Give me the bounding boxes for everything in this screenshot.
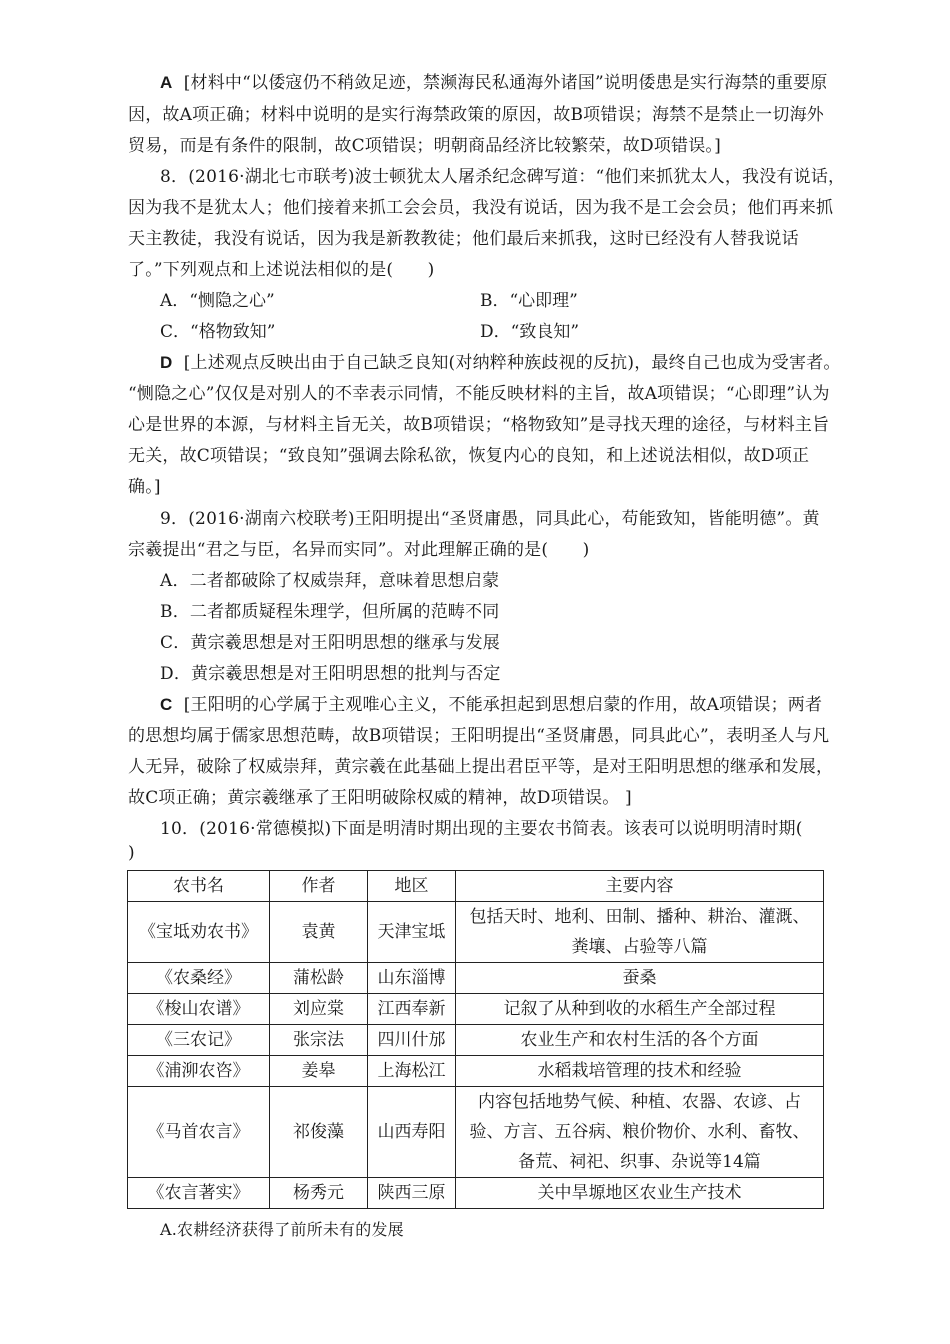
cell-author: 张宗法	[270, 1025, 368, 1056]
header-book: 农书名	[128, 871, 270, 902]
q8-answer-letter: D	[160, 353, 173, 372]
q8-option-c: C．“格物致知”	[160, 322, 276, 342]
cell-region: 山西寿阳	[368, 1087, 456, 1178]
table-header-row	[128, 871, 824, 902]
cell-author: 刘应棠	[270, 994, 368, 1025]
cell-author: 袁黄	[270, 902, 368, 963]
q8-stem-line-2: 因为我不是犹太人；他们接着来抓工会会员，我没有说话，因为我不是工会会员；他们再来抓	[128, 198, 834, 218]
content-line: 验、方言、五谷病、粮价物价、水利、畜牧、	[469, 1122, 810, 1142]
header-content: 主要内容	[456, 871, 824, 902]
q9-stem-line-1: 9．(2016·湖南六校联考)王阳明提出“圣贤庸愚，同具此心，苟能致知，皆能明德”。黄	[160, 509, 820, 529]
q9-stem-line-2: 宗羲提出“君之与臣，名异而实同”。对此理解正确的是( )	[128, 540, 590, 560]
q8-stem-line-1: 8．(2016·湖北七市联考)波士顿犹太人屠杀纪念碑写道：“他们来抓犹太人，我没有说话，	[160, 167, 846, 187]
q8-stem-line-4: 了。”下列观点和上述说法相似的是( )	[128, 260, 435, 280]
q10-stem-line-1: 10．(2016·常德模拟)下面是明清时期出现的主要农书简表。该表可以说明明清时期(	[160, 819, 803, 839]
cell-region: 山东淄博	[368, 963, 456, 994]
table-row	[128, 1056, 824, 1087]
cell-author: 杨秀元	[270, 1178, 368, 1209]
cell-region: 陕西三原	[368, 1178, 456, 1209]
cell-content: 水稻栽培管理的技术和经验	[456, 1056, 824, 1087]
cell-author: 蒲松龄	[270, 963, 368, 994]
cell-content: 蚕桑	[456, 963, 824, 994]
q8-option-d: D．“致良知”	[480, 322, 580, 342]
cell-author: 姜皋	[270, 1056, 368, 1087]
q9-answer-line-1	[160, 693, 860, 717]
q8-answer-line-4: 无关，故C项错误；“致良知”强调去除私欲，恢复内心的良知，和上述说法相似，故D项正	[128, 446, 810, 466]
q9-answer-line-3: 人无异，破除了权威崇拜，黄宗羲在此基础上提出君臣平等，是对王阳明思想的继承和发展，	[128, 757, 834, 777]
table-row	[128, 963, 824, 994]
q8-answer-text-1: [上述观点反映出由于自己缺乏良知(对纳粹种族歧视的反抗)，最终自己也成为受害者。	[183, 353, 841, 373]
cell-book: 《三农记》	[128, 1025, 270, 1056]
q9-option-d: D．黄宗羲思想是对王阳明思想的批判与否定	[160, 664, 501, 684]
header-author: 作者	[270, 871, 368, 902]
q9-option-b: B．二者都质疑程朱理学，但所属的范畴不同	[160, 602, 500, 622]
cell-book: 《农桑经》	[128, 963, 270, 994]
q9-option-a: A．二者都破除了权威崇拜，意味着思想启蒙	[160, 571, 500, 591]
table-row	[128, 1025, 824, 1056]
q8-option-a: A．“恻隐之心”	[160, 291, 275, 311]
header-region: 地区	[368, 871, 456, 902]
q10-option-a: A.农耕经济获得了前所未有的发展	[160, 1220, 404, 1239]
q7-answer-line-3: 贸易，而是有条件的限制，故C项错误；明朝商品经济比较繁荣，故D项错误。]	[128, 136, 721, 156]
cell-book: 《浦泖农咨》	[128, 1056, 270, 1087]
cell-content: 记叙了从种到收的水稻生产全部过程	[456, 994, 824, 1025]
q7-answer-line-1	[160, 71, 860, 95]
q9-option-c: C．黄宗羲思想是对王阳明思想的继承与发展	[160, 633, 501, 653]
cell-book: 《马首农言》	[128, 1087, 270, 1178]
cell-book: 《宝坻劝农书》	[128, 902, 270, 963]
cell-content: 农业生产和农村生活的各个方面	[456, 1025, 824, 1056]
content-line: 备荒、祠祀、织事、杂说等14篇	[518, 1152, 761, 1172]
content-line: 内容包括地势气候、种植、农器、农谚、占	[478, 1092, 801, 1112]
table-row	[128, 902, 824, 963]
q7-answer-text-1: [材料中“以倭寇仍不稍敛足迹，禁濒海民私通海外诸国”说明倭患是实行海禁的重要原	[183, 73, 828, 93]
cell-region: 四川什邡	[368, 1025, 456, 1056]
cell-book: 《梭山农谱》	[128, 994, 270, 1025]
cell-content	[456, 1087, 824, 1178]
q8-answer-line-3: 心是世界的本源，与材料主旨无关，故B项错误；“格物致知”是寻找天理的途径，与材料主旨	[128, 415, 830, 435]
q8-option-b: B．“心即理”	[480, 291, 578, 311]
content-line: 粪壤、占验等八篇	[571, 937, 708, 957]
q9-answer-text-1: [王阳明的心学属于主观唯心主义，不能承担起到思想启蒙的作用，故A项错误；两者	[183, 695, 823, 715]
q7-answer-line-2: 因，故A项正确；材料中说明的是实行海禁政策的原因，故B项错误；海禁不是禁止一切海外	[128, 105, 824, 125]
cell-book: 《农言著实》	[128, 1178, 270, 1209]
table-row	[128, 1087, 824, 1178]
cell-content: 关中旱塬地区农业生产技术	[456, 1178, 824, 1209]
table-row	[128, 994, 824, 1025]
table-row	[128, 1178, 824, 1209]
q10-stem-line-2: )	[128, 843, 135, 863]
cell-region: 上海松江	[368, 1056, 456, 1087]
cell-content	[456, 902, 824, 963]
cell-region: 天津宝坻	[368, 902, 456, 963]
q9-answer-line-2: 的思想均属于儒家思想范畴，故B项错误；王阳明提出“圣贤庸愚，同具此心”，表明圣人与凡	[128, 726, 830, 746]
q8-answer-line-2: “恻隐之心”仅仅是对别人的不幸表示同情，不能反映材料的主旨，故A项错误；“心即理”认为	[128, 384, 830, 404]
q8-stem-line-3: 天主教徒，我没有说话，因为我是新教教徒；他们最后来抓我，这时已经没有人替我说话	[128, 229, 799, 249]
cell-region: 江西奉新	[368, 994, 456, 1025]
q8-answer-line-5: 确。]	[128, 477, 161, 497]
content-line: 包括天时、地利、田制、播种、耕治、灌溉、	[469, 907, 810, 927]
q9-answer-letter: C	[160, 695, 173, 714]
agricultural-books-table	[127, 870, 824, 1209]
q7-answer-letter: A	[160, 73, 173, 92]
q8-answer-line-1	[160, 351, 860, 375]
q9-answer-line-4: 故C项正确；黄宗羲继承了王阳明破除权威的精神，故D项错误。 ]	[128, 788, 632, 808]
cell-author: 祁俊藻	[270, 1087, 368, 1178]
